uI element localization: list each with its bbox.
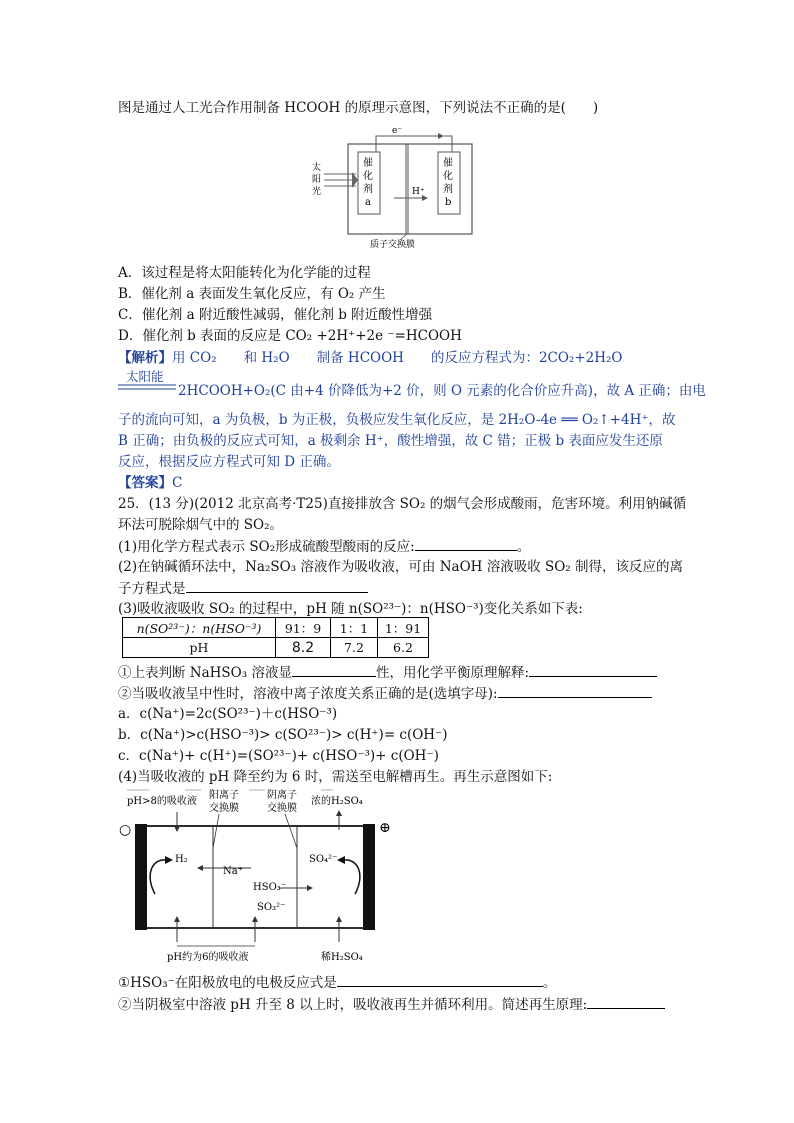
question-stem: 图是通过人工光合作用制备 HCOOH 的原理示意图，下列说法不正确的是( ) — [118, 100, 599, 116]
catalyst-b-char-3: 剂 — [443, 184, 453, 195]
q25-opt-a: a．c(Na⁺)=2c(SO²³⁻)＋c(HSO⁻³) — [118, 706, 338, 722]
analysis-label: 【解析】 — [118, 350, 172, 366]
answer-blank-7[interactable] — [587, 994, 665, 1009]
q25-opt-b: b．c(Na⁺)>c(HSO⁻³)> c(SO²³⁻)> c(H⁺)= c(OH⁻) — [118, 727, 448, 743]
q25-opt-c: c．c(Na⁺)+ c(H⁺)=(SO²³⁻)+ c(HSO⁻³)+ c(OH⁻) — [118, 748, 439, 764]
answer-label: 【答案】 — [118, 475, 172, 491]
na-label: Na⁺ — [223, 866, 243, 877]
option-d: D．催化剂 b 表面的反应是 CO₂ +2H⁺+2e ⁻=HCOOH — [118, 328, 462, 344]
option-a: A．该过程是将太阳能转化为化学能的过程 — [118, 265, 371, 281]
table-cell: 91：9 — [276, 618, 331, 638]
q25-3-2 — [118, 683, 652, 704]
anode-sign: ⊕ — [379, 820, 391, 836]
anion-membrane-2: 交换膜 — [267, 803, 297, 814]
q25-part-3: (3)吸收液吸收 SO₂ 的过程中，pH 随 n(SO²³⁻)：n(HSO⁻³)变化关系如下表: — [118, 601, 583, 617]
q25-3-1-text-b: 性，用化学平衡原理解释: — [375, 665, 530, 681]
q25-header-2: 环法可脱除烟气中的 SO₂。 — [118, 517, 284, 533]
catalyst-a-char-3: 剂 — [363, 184, 373, 195]
table-cell: 7.2 — [331, 638, 378, 658]
hso3-label: HSO₃⁻ — [253, 882, 287, 893]
q25-part-2a: (2)在钠碱循环法中，Na₂SO₃ 溶液作为吸收液，可由 NaOH 溶液吸收 SO₂ 制得，该反应的离 — [118, 559, 684, 575]
sunlight-char-1: 太 — [312, 163, 322, 173]
analysis-text-1: 用 CO₂ 和 H₂O 制备 HCOOH 的反应方程式为：2CO₂+2H₂O — [172, 350, 623, 366]
membrane-label: 质子交换膜 — [370, 240, 416, 248]
equals-sign-long — [118, 383, 176, 391]
q25-4-1-text: ①HSO₃⁻在阳极放电的电极反应式是 — [118, 975, 337, 991]
cation-membrane-2: 交换膜 — [209, 803, 239, 814]
analysis-line-1 — [118, 348, 623, 368]
answer-blank-6[interactable] — [337, 972, 543, 987]
catalyst-b-char-4: b — [445, 197, 452, 208]
q25-part-1-end: 。 — [516, 539, 531, 555]
table-cell: 8.2 — [276, 638, 331, 658]
q25-part-4: (4)当吸收液的 pH 降至约为 6 时，需送至电解槽再生。再生示意图如下: — [118, 769, 553, 785]
table-cell: 6.2 — [378, 638, 429, 658]
so3-label: SO₃²⁻ — [257, 902, 286, 913]
catalyst-b-char-2: 化 — [443, 171, 453, 182]
analysis-line-3: 子的流向可知，a 为负极，b 为正极，负极应发生氧化反应，是 2H₂O-4e ══ O₂↑+4H⁺，故 — [118, 412, 676, 428]
sunlight-char-2: 阳 — [312, 175, 322, 185]
electrolysis-diagram — [115, 786, 395, 968]
q25-part-1-text: (1)用化学方程式表示 SO₂形成硫酸型酸雨的反应: — [118, 539, 415, 555]
top-left-label: pH>8的吸收液 — [127, 796, 197, 807]
q25-header: 25．(13 分)(2012 北京高考·T25)直接排放含 SO₂ 的烟气会形成酸雨，危害环境。利用钠碱循 — [118, 496, 687, 512]
table-row — [123, 618, 429, 638]
q25-part-2b — [118, 578, 368, 599]
proton-label: H⁺ — [412, 187, 425, 197]
q25-3-1-text-a: ①上表判断 NaHSO₃ 溶液显 — [118, 665, 292, 681]
analysis-line-2: 2HCOOH+O₂(C 由+4 价降低为+2 价，则 O 元素的化合价应升高)，故 A 正确；由电 — [178, 383, 706, 399]
electron-label: e⁻ — [392, 126, 403, 136]
catalyst-a-char-1: 催 — [363, 158, 373, 169]
bottom-right-label: 稀H₂SO₄ — [321, 952, 363, 963]
q25-4-1-end: 。 — [542, 975, 557, 991]
catalyst-a-char-4: a — [365, 197, 371, 208]
q25-part-2b-text: 子方程式是 — [118, 581, 186, 597]
table-cell: pH — [123, 638, 276, 658]
q25-4-1 — [118, 972, 556, 993]
catalyst-b-char-1: 催 — [443, 158, 453, 169]
analysis-line-4: B 正确；由负极的反应式可知，a 极剩余 H⁺，酸性增强，故 C 错；正极 b 表面应发生还原 — [118, 433, 663, 449]
answer-line — [118, 473, 182, 493]
answer-blank-1[interactable] — [415, 536, 517, 551]
q25-3-1 — [118, 662, 657, 683]
option-b: B．催化剂 a 表面发生氧化反应，有 O₂ 产生 — [118, 286, 386, 302]
top-right-label: 浓的H₂SO₄ — [311, 796, 363, 807]
q25-3-2-text: ②当吸收液呈中性时，溶液中离子浓度关系正确的是(选填字母): — [118, 686, 498, 702]
answer-blank-3[interactable] — [292, 662, 376, 677]
h2-label: H₂ — [175, 854, 188, 865]
sunlight-char-3: 光 — [312, 187, 322, 197]
q25-4-2 — [118, 994, 665, 1015]
table-cell: 1：91 — [378, 618, 429, 638]
q25-4-2-text: ②当阴极室中溶液 pH 升至 8 以上时，吸收液再生并循环利用。简述再生原理: — [118, 997, 588, 1013]
sun-word: 太阳能 — [126, 369, 164, 384]
answer-blank-5[interactable] — [498, 683, 652, 698]
table-cell: n(SO²³⁻)：n(HSO⁻³) — [123, 618, 276, 638]
cation-membrane-1: 阳离子 — [209, 790, 239, 801]
anion-membrane-1: 阴离子 — [267, 790, 297, 801]
answer-blank-4[interactable] — [529, 662, 657, 677]
ph-ratio-table — [122, 617, 429, 658]
analysis-line-5: 反应，根据反应方程式可知 D 正确。 — [118, 454, 340, 470]
q25-part-1 — [118, 536, 530, 557]
table-row — [123, 638, 429, 658]
bottom-left-label: pH约为6的吸收液 — [167, 952, 249, 963]
so4-label: SO₄²⁻ — [309, 854, 338, 865]
answer-value: C — [172, 475, 183, 491]
cathode-sign: ○ — [119, 822, 132, 838]
answer-blank-2[interactable] — [186, 578, 368, 593]
table-cell: 1：1 — [331, 618, 378, 638]
photosynthesis-diagram — [310, 122, 485, 248]
catalyst-a-char-2: 化 — [363, 171, 373, 182]
option-c: C．催化剂 a 附近酸性减弱，催化剂 b 附近酸性增强 — [118, 307, 433, 323]
